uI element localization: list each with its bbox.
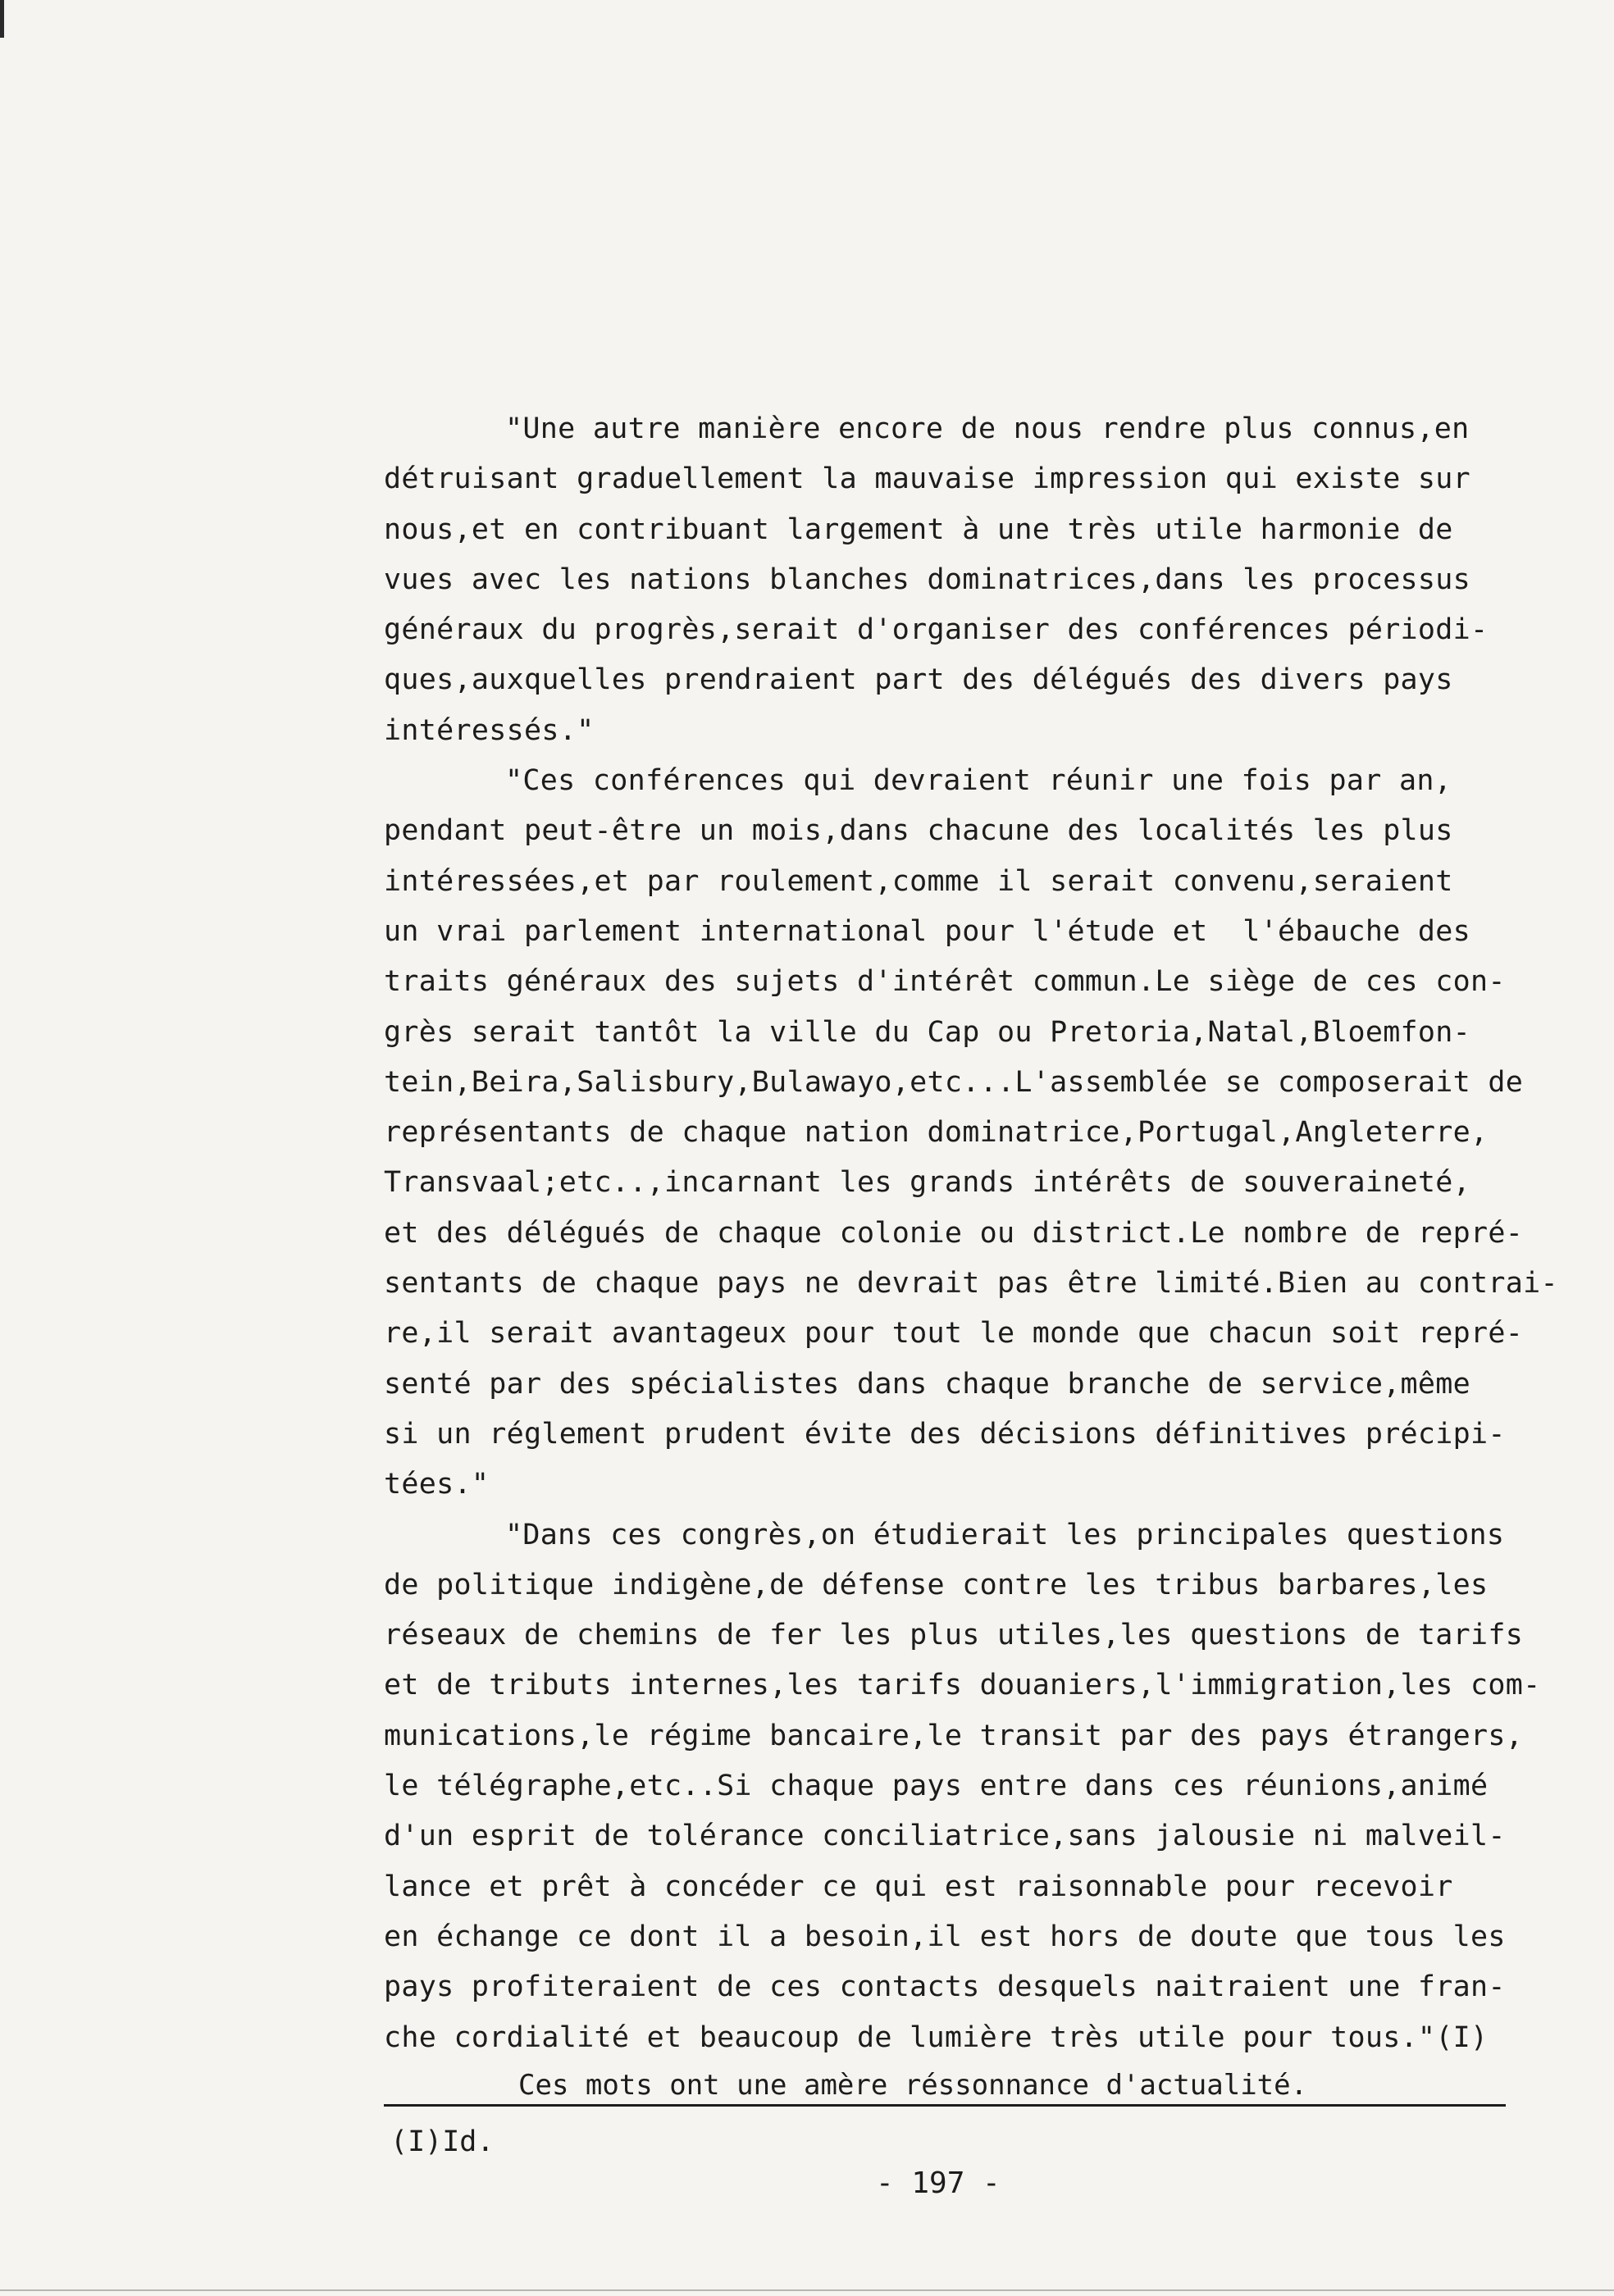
- text-line: représentants de chaque nation dominatrice,Portugal,Angleterre,: [384, 1116, 1489, 1150]
- text-line: en échange ce dont il a besoin,il est hors de doute que tous les: [384, 1920, 1506, 1953]
- text-line: si un réglement prudent évite des décisions définitives précipi-: [384, 1417, 1506, 1451]
- text-line: réseaux de chemins de fer les plus utiles,les questions de tarifs: [384, 1619, 1524, 1652]
- text-line: munications,le régime bancaire,le transit par des pays étrangers,: [384, 1719, 1524, 1752]
- footnote: (I)Id.: [390, 2125, 495, 2158]
- text-line: intéressées,et par roulement,comme il serait convenu,seraient: [384, 864, 1453, 898]
- closing-remark: Ces mots ont une amère réssonnance d'actualité.: [518, 2069, 1308, 2102]
- text-line: intéressés.": [384, 713, 595, 747]
- text-line: généraux du progrès,serait d'organiser des conférences périodi-: [384, 613, 1489, 647]
- text-line: Transvaal;etc..,incarnant les grands intérêts de souveraineté,: [384, 1166, 1471, 1200]
- paragraph-3: [384, 1510, 1548, 2063]
- text-line: che cordialité et beaucoup de lumière très utile pour tous."(I): [384, 2020, 1489, 2054]
- text-line: un vrai parlement international pour l'étude et l'ébauche des: [384, 914, 1471, 948]
- text-line: nous,et en contribuant largement à une très utile harmonie de: [384, 512, 1453, 546]
- paragraph-1: [384, 404, 1548, 756]
- text-line: grès serait tantôt la ville du Cap ou Pretoria,Natal,Bloemfon-: [384, 1015, 1471, 1049]
- text-line: pays profiteraient de ces contacts desquels naitraient une fran-: [384, 1970, 1506, 2004]
- page-number: - 197 -: [876, 2166, 1001, 2200]
- text-line: tées.": [384, 1468, 490, 1501]
- text-line: détruisant graduellement la mauvaise impression qui existe sur: [384, 462, 1471, 496]
- scan-edge-mark: [0, 0, 4, 38]
- paragraph-2: [384, 756, 1558, 1510]
- text-line: "Ces conférences qui devraient réunir une fois par an,: [505, 764, 1452, 798]
- text-line: ques,auxquelles prendraient part des délégués des divers pays: [384, 663, 1453, 697]
- text-line: senté par des spécialistes dans chaque branche de service,même: [384, 1367, 1471, 1401]
- text-line: et des délégués de chaque colonie ou district.Le nombre de repré-: [384, 1216, 1524, 1250]
- text-line: sentants de chaque pays ne devrait pas être limité.Bien au contrai-: [384, 1267, 1558, 1301]
- scan-bottom-edge: [0, 2289, 1614, 2291]
- text-line: d'un esprit de tolérance conciliatrice,sans jalousie ni malveil-: [384, 1820, 1506, 1853]
- footnote-divider: [384, 2104, 1506, 2107]
- text-line: tein,Beira,Salisbury,Bulawayo,etc...L'assemblée se composerait de: [384, 1065, 1524, 1099]
- text-line: traits généraux des sujets d'intérêt commun.Le siège de ces con-: [384, 965, 1506, 999]
- text-line: et de tributs internes,les tarifs douaniers,l'immigration,les com-: [384, 1669, 1541, 1702]
- text-line: vues avec les nations blanches dominatrices,dans les processus: [384, 563, 1471, 596]
- text-line: pendant peut-être un mois,dans chacune des localités les plus: [384, 814, 1453, 848]
- text-line: "Dans ces congrès,on étudierait les principales questions: [505, 1518, 1505, 1551]
- text-line: de politique indigène,de défense contre les tribus barbares,les: [384, 1568, 1489, 1601]
- text-line: lance et prêt à concéder ce qui est raisonnable pour recevoir: [384, 1870, 1453, 1903]
- text-line: le télégraphe,etc..Si chaque pays entre dans ces réunions,animé: [384, 1770, 1489, 1803]
- text-line: re,il serait avantageux pour tout le monde que chacun soit repré-: [384, 1317, 1524, 1351]
- text-line: "Une autre manière encore de nous rendre plus connus,en: [505, 412, 1470, 445]
- body-text: [384, 404, 1558, 2063]
